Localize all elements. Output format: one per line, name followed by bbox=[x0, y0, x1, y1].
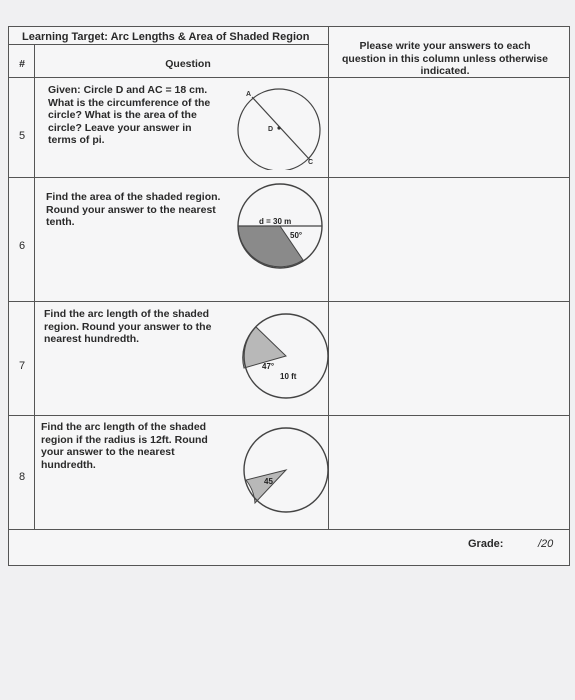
question-7-text: Find the arc length of the shaded region. Round your answer to the nearest hundredth. bbox=[44, 308, 212, 345]
figure-q8-circle bbox=[238, 424, 330, 516]
angle-label-47: 47° bbox=[262, 362, 275, 371]
question-5-text: Given: Circle D and AC = 18 cm. What is the circumference of the circle? What is the area of the circle? Leave your answer in terms of pi. bbox=[48, 84, 211, 146]
question-number-5: 5 bbox=[18, 130, 26, 142]
answer-instructions: Please write your answers to each question in this column unless otherwise indicated. bbox=[342, 40, 548, 77]
figure-q5-circle bbox=[228, 86, 328, 170]
question-column-header: Question bbox=[165, 58, 211, 70]
radius-label: 10 ft bbox=[280, 372, 297, 381]
point-a-label: A bbox=[246, 91, 252, 98]
grade-total: /20 bbox=[538, 538, 554, 550]
diameter-label: d = 30 m bbox=[259, 217, 292, 226]
question-number-6: 6 bbox=[18, 240, 26, 252]
point-c-label: C bbox=[308, 159, 314, 166]
question-6-text: Find the area of the shaded region. Round your answer to the nearest tenth. bbox=[46, 191, 221, 228]
question-number-7: 7 bbox=[18, 360, 26, 372]
point-d-label: D bbox=[268, 126, 274, 133]
learning-target: Learning Target: Arc Lengths & Area of Shaded Region bbox=[22, 31, 310, 43]
angle-label-45: 45 bbox=[264, 477, 273, 486]
figure-q6-circle bbox=[234, 182, 330, 270]
angle-label-50: 50° bbox=[290, 231, 303, 240]
question-8-text: Find the arc length of the shaded region if the radius is 12ft. Round your answer to the nearest hundredth. bbox=[41, 421, 208, 471]
question-number-8: 8 bbox=[18, 471, 26, 483]
number-column-header: # bbox=[19, 58, 25, 70]
grade-label: Grade: bbox=[468, 538, 504, 550]
figure-q7-circle bbox=[240, 310, 332, 402]
